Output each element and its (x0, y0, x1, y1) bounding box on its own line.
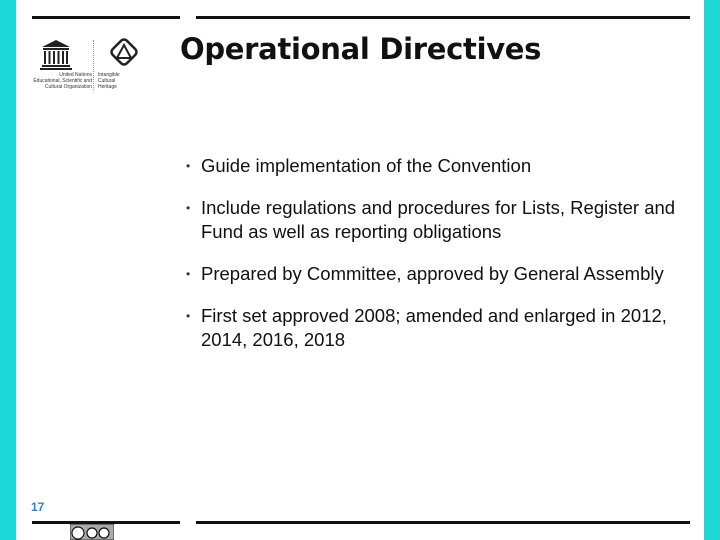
bullet-text: Include regulations and procedures for Lists, Register and Fund as well as reporting obligations (201, 197, 676, 242)
creative-commons-icon (70, 524, 114, 540)
bullet-item (186, 262, 686, 286)
slide (16, 0, 704, 540)
bullet-text: First set approved 2008; amended and enlarged in 2012, 2014, 2016, 2018 (201, 305, 667, 350)
top-left-rule (32, 16, 180, 19)
logo-separator (93, 40, 95, 90)
bullet-dot-icon: • (186, 309, 191, 323)
bullet-dot-icon: • (186, 159, 191, 173)
slide-title: Operational Directives (180, 32, 542, 66)
bullet-text: Guide implementation of the Convention (201, 155, 532, 176)
bullet-text: Prepared by Committee, approved by General Assembly (201, 263, 664, 284)
bullet-dot-icon: • (186, 201, 191, 215)
bullet-dot-icon: • (186, 267, 191, 281)
top-right-rule (196, 16, 690, 19)
unesco-logo-text: United Nations Educational, Scientific and Cultural Organization (33, 72, 92, 90)
ich-logo-text: Intangible Cultural Heritage (98, 72, 120, 90)
bullet-item (186, 154, 686, 178)
bullet-item (186, 304, 686, 352)
bullet-item (186, 196, 686, 244)
bullet-list (186, 154, 686, 370)
bottom-right-rule (196, 521, 690, 524)
page-number: 17 (31, 500, 45, 514)
